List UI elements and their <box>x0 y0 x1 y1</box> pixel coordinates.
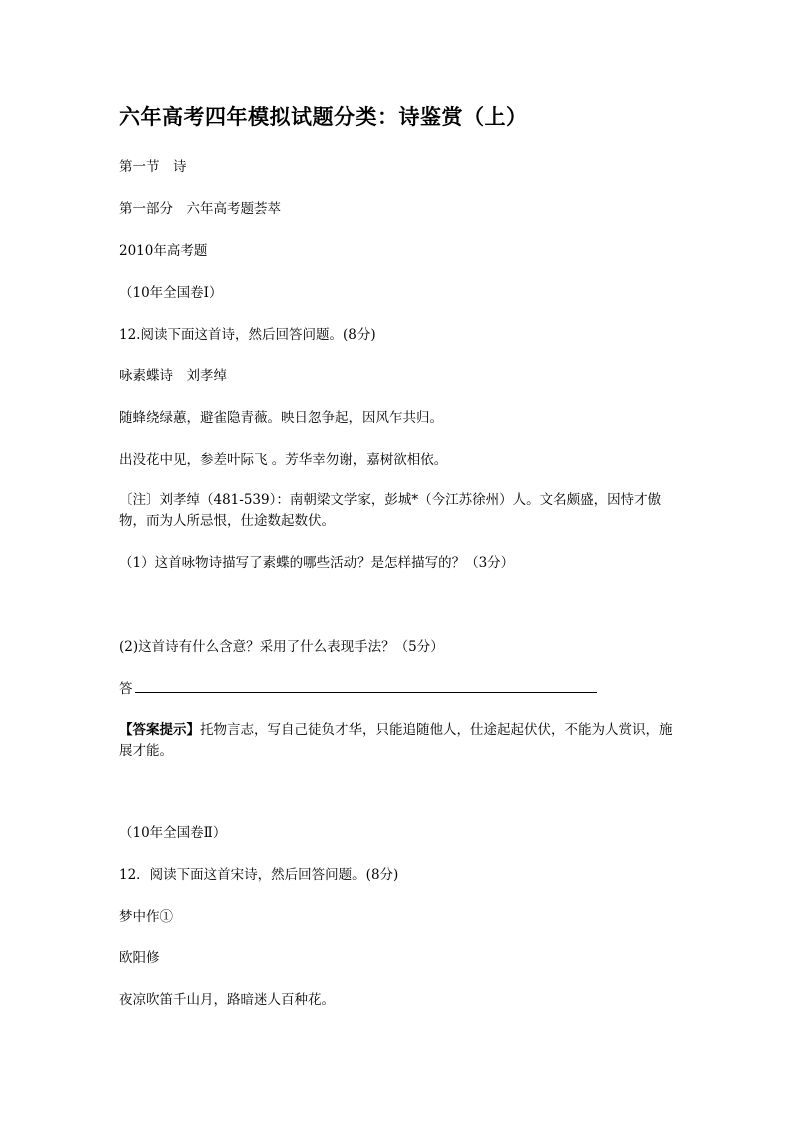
answer-hint <box>119 720 675 762</box>
answer-row <box>119 678 597 699</box>
answer-label: 答 <box>119 681 133 697</box>
answer-hint-text: 托物言志，写自己徒负才华，只能追随他人，仕途起起伏伏，不能为人赏识，施展才能。 <box>119 722 673 759</box>
exam1-question: 12.阅读下面这首诗，然后回答问题。(8分) <box>119 327 376 343</box>
exam2-poem-line-1: 夜凉吹笛千山月，路暗迷人百种花。 <box>119 992 335 1008</box>
exam1-subquestion-1: （1）这首咏物诗描写了素蝶的哪些活动？是怎样描写的？（3分） <box>119 555 515 571</box>
exam1-subquestion-2: (2)这首诗有什么含意？采用了什么表现手法？（5分） <box>119 639 444 655</box>
exam1-note: 〔注〕刘孝绰（481-539）：南朝梁文学家，彭城*（今江苏徐州）人。文名颇盛，因恃才傲物，而为人所忌恨，仕途数起数伏。 <box>119 492 662 529</box>
exam2-poem-title: 梦中作① <box>119 909 173 925</box>
exam2-label: （10年全国卷Ⅱ） <box>119 825 227 841</box>
answer-blank-line <box>135 678 597 693</box>
part-heading: 第一部分 六年高考题荟萃 <box>119 201 281 217</box>
exam1-label: （10年全国卷Ⅰ） <box>119 285 223 301</box>
exam1-poem-line-2: 出没花中见，参差叶际飞 。芳华幸勿谢，嘉树欲相依。 <box>119 452 448 468</box>
section-heading: 第一节 诗 <box>119 159 187 175</box>
year-heading: 2010年高考题 <box>119 243 208 259</box>
exam2-question: 12．阅读下面这首宋诗，然后回答问题。(8分) <box>119 867 399 883</box>
exam2-author: 欧阳修 <box>119 950 160 966</box>
exam1-poem-title: 咏素蝶诗 刘孝绰 <box>119 368 227 384</box>
exam1-poem-line-1: 随蜂绕绿蕙，避雀隐青薇。映日忽争起，因风乍共归。 <box>119 410 443 426</box>
document-title: 六年高考四年模拟试题分类：诗鉴赏（上） <box>119 104 528 129</box>
answer-hint-label: 【答案提示】 <box>119 722 200 738</box>
